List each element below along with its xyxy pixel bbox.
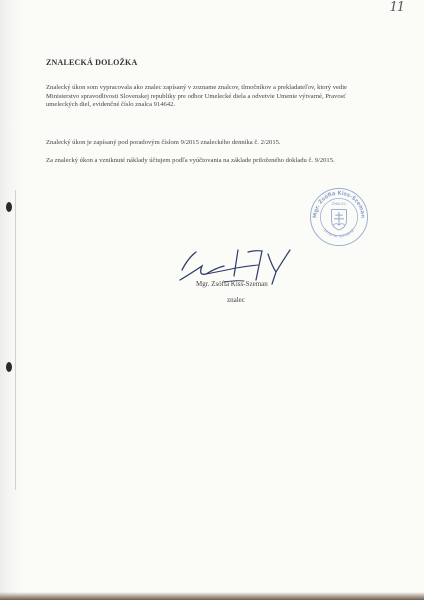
paragraph-expert-statement: Znalecký úkon som vypracovala ako znalec zapísaný v zozname znalcov, tlmočníkov a prekladateľov, ktorý vedie Ministerstvo spravodlivosti Slovenskej republiky pre odbor Umelecké diela a odvetvie Umenie výtvarné, Pravosť umeleckých diel, evidenčné číslo znalca 914642. [46, 84, 347, 109]
page-number: 11 [389, 0, 404, 15]
punch-hole [6, 362, 12, 372]
stamp-ring-text: Mgr. Zsófia Kiss-Szeman [312, 190, 366, 219]
signer-role: znalec [227, 296, 245, 304]
svg-text:Umenie výtvarné [323, 227, 356, 238]
document-heading: ZNALECKÁ DOLOŽKA [46, 58, 138, 67]
stamp-bottom-text: Umenie výtvarné [322, 227, 356, 239]
paper-edge-line [15, 190, 16, 490]
paragraph-billing: Za znalecký úkon a vzniknuté náklady účtujem podľa vyúčtovania na základe priloženého dokladu č. 9/2015. [46, 157, 335, 164]
signer-name: Mgr. Zsófia Kiss-Szeman [196, 280, 268, 288]
coat-of-arms-icon [332, 210, 347, 230]
official-stamp [308, 186, 370, 248]
paragraph-registration: Znalecký úkon je zapísaný pod poradovým číslom 9/2015 znaleckého denníka č. 2/2015. [46, 139, 281, 146]
stamp-center-text: ZNALEC [331, 202, 347, 207]
punch-hole [6, 202, 12, 212]
paper-bottom-edge [0, 592, 424, 600]
